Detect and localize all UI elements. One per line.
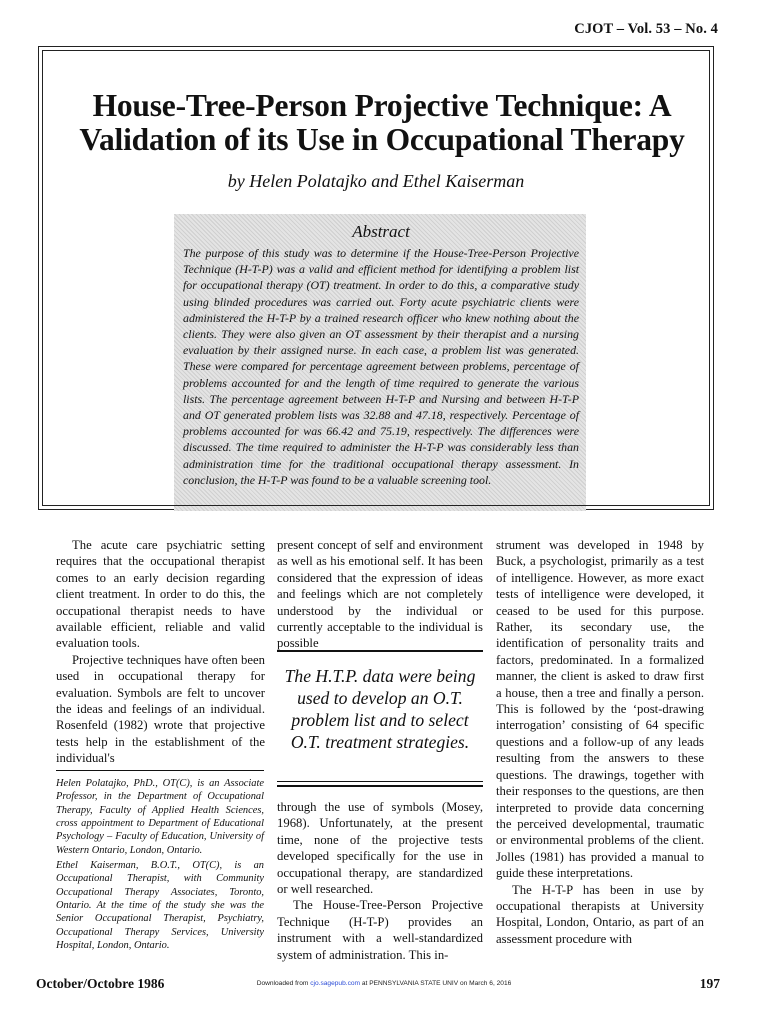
body-column-2-bottom — [277, 799, 483, 963]
byline: by Helen Polatajko and Ethel Kaiserman — [227, 171, 525, 191]
body-column-2-top — [277, 537, 483, 652]
download-prefix: Downloaded from — [256, 980, 311, 987]
footnote-rule — [56, 770, 264, 771]
paragraph: The acute care psychiatric setting requires that the occupational therapist comes to an early decision regarding client treatment. In order to do this, the occupational therapist needs to have available efficient, reliable and valid evaluation tools. — [56, 538, 265, 651]
pull-quote-text: The H.T.P. data were being used to develop an O.T. problem list and to select O.T. treatment strategies. — [284, 666, 476, 752]
title-frame — [38, 46, 714, 510]
abstract-heading: Abstract — [352, 222, 410, 241]
title-line-1: House-Tree-Person Projective Technique: A — [92, 88, 672, 123]
issue-date: October/Octobre 1986 — [36, 976, 165, 991]
download-link[interactable]: cjo.sagepub.com — [310, 980, 361, 987]
paragraph: The H-T-P has been in use by occupational therapists at University Hospital, London, Ontario, as part of an assessment procedure with — [496, 882, 704, 946]
running-head: CJOT – Vol. 53 – No. 4 — [574, 21, 718, 37]
page-number: 197 — [699, 976, 720, 991]
footnote-author-1: Helen Polatajko, PhD., OT(C), is an Associate Professor, in the Department of Occupational Therapy, Faculty of Applied Health Sciences, cross appointment to Department of Educational Psychology – Faculty of Education, University of Western Ontario, London, Ontario. — [56, 778, 264, 856]
author-footnotes — [56, 777, 264, 954]
abstract-text: The purpose of this study was to determine if the House-Tree-Person Projective Technique (H-T-P) was a valid and efficient method for identifying a problem list for occupational therapy (OT) treatment. In order to do this, a comparative study using blinded procedures was carried out. Forty acute psychiatric clients were administered the H-T-P by a trained research officer who knew nothing about the clients. They were also given an OT assessment by their therapist and a nursing evaluation by their assigned nurse. In each case, a problem list was generated. These were compared for percentage agreement between problems, percentage of problems accounted for and the length of time required to generate the various lists. The percentage agreement between H-T-P and Nursing and between H-T-P and OT generated problem lists was 32.88 and 47.18, respectively. Percentage of problems accounted for was 66.42 and 75.19, respectively. The differences were discussed. The time required to administer the H-T-P was considerably less than administration time for the traditional occupational therapy assessment. In conclusion, the H-T-P was found to be a valuable screening tool. — [183, 246, 579, 487]
body-column-1 — [56, 537, 265, 767]
paragraph: strument was developed in 1948 by Buck, a psychologist, primarily as a test of intelligence. However, as more exact tests of intelligence were developed, it ceased to be used for this purpose. Rather, its secondary use, the identification of personality traits and factors, predominated. In a formalized manner, the client is asked to draw first a house, then a tree and finally a person. This is followed by the ‘post-drawing interrogation’ consisting of 64 specific questions and a follow-up of any leads resulting from the answers to these questions. The drawings, together with their responses to the questions, are then interpreted to provide data concerning the perceived developmental, traumatic or environmental problems of the client. Jolles (1981) has provided a manual to guide these interpretations. — [496, 538, 704, 881]
paragraph: Projective techniques have often been used in occupational therapy for evaluation. Symbols are felt to uncover the ideas and feelings of an individual. Rosenfeld (1982) wrote that projective tests help in the establishment of the individual's — [56, 652, 265, 766]
paragraph: The House-Tree-Person Projective Technique (H-T-P) provides an instrument with a well-standardized system of administration. This in- — [277, 898, 483, 962]
footnote-author-2: Ethel Kaiserman, B.O.T., OT(C), is an Occupational Therapist, with Community Occupational Therapy Associates, Toronto, Ontario. At the time of the study she was the Senior Occupational Therapist, Psychiatry, Occupational Therapy Services, University Hospital, London, Ontario. — [56, 860, 264, 952]
abstract-box — [174, 214, 586, 511]
paragraph: present concept of self and environment as well as his emotional self. It has been considered that the expression of ideas and feelings which are not completely understood by the individual or currently acceptable to the individual is possible — [277, 538, 483, 651]
body-column-3 — [496, 537, 704, 947]
title-line-2: Validation of its Use in Occupational Therapy — [79, 122, 685, 157]
pull-quote — [277, 650, 483, 787]
download-notice — [0, 980, 768, 987]
paragraph: through the use of symbols (Mosey, 1968). Unfortunately, at the present time, none of the projective tests developed specifically for the use in occupational therapy, are standardized or well researched. — [277, 800, 483, 897]
article-title — [69, 89, 695, 157]
download-suffix: at PENNSYLVANIA STATE UNIV on March 6, 2016 — [360, 980, 512, 987]
